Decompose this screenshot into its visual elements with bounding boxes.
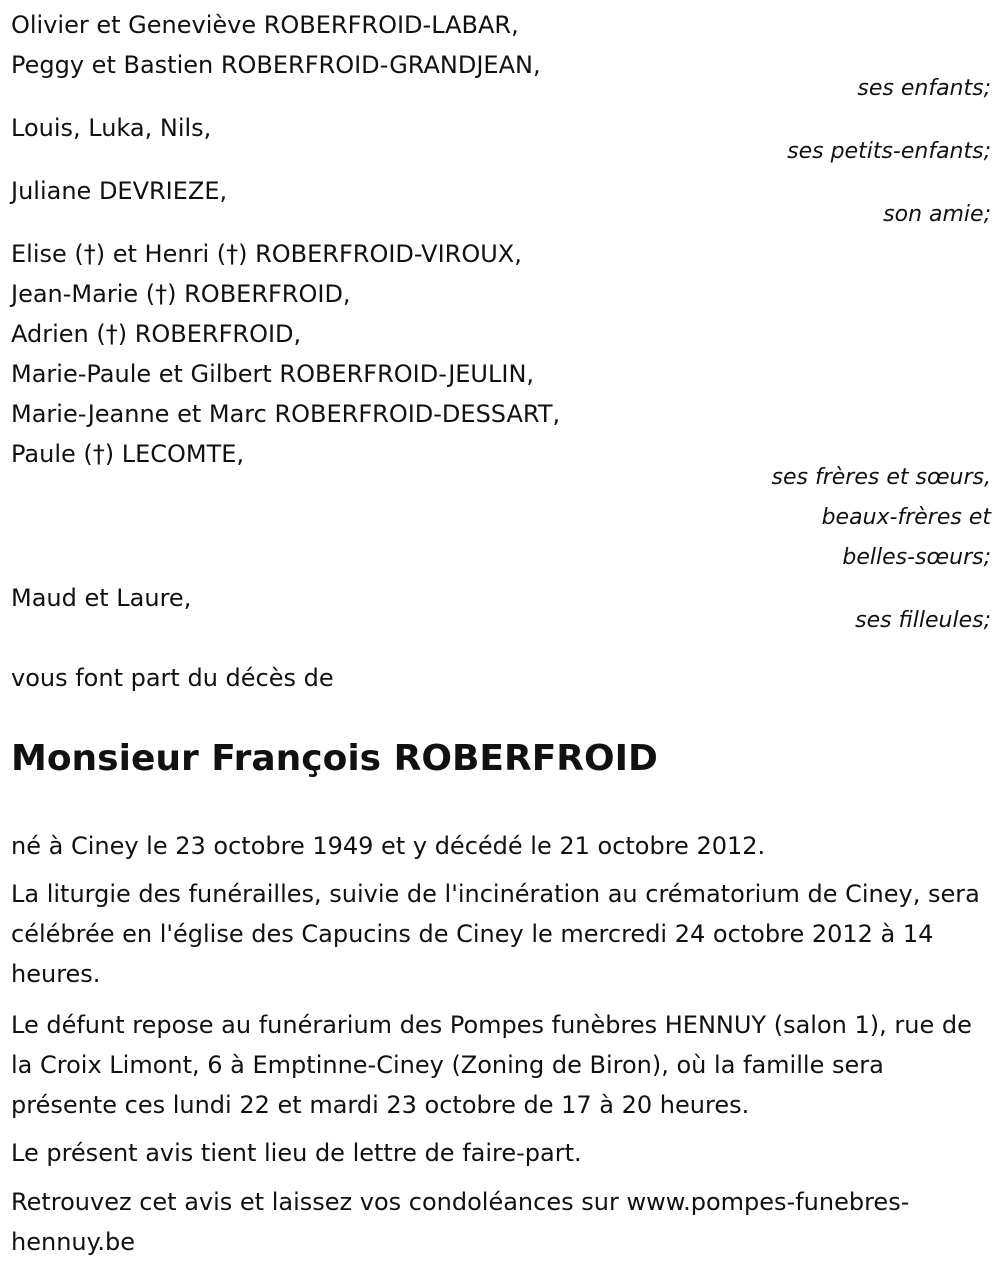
family-name-line: Juliane DEVRIEZE,: [11, 177, 228, 205]
family-name-line: Jean-Marie (†) ROBERFROID,: [11, 280, 351, 308]
relation-label-line: beaux-frères et: [821, 505, 991, 530]
relation-label-line: belles-sœurs;: [842, 545, 991, 570]
family-name-line: Adrien (†) ROBERFROID,: [11, 320, 302, 348]
relation-label-grandchildren: ses petits-enfants;: [787, 139, 991, 164]
family-name-line: Maud et Laure,: [11, 584, 192, 612]
birth-death-paragraph: né à Ciney le 23 octobre 1949 et y décédé le 21 octobre 2012.: [11, 832, 766, 860]
family-group-siblings: [11, 234, 991, 474]
family-name-line: Marie-Paule et Gilbert ROBERFROID-JEULIN,: [11, 360, 535, 388]
relation-label-children: ses enfants;: [857, 76, 991, 101]
funeral-paragraph: La liturgie des funérailles, suivie de l'incinération au crématorium de Ciney, sera célébrée en l'église des Capucins de Ciney le mercredi 24 octobre 2012 à 14 heures.: [11, 880, 980, 988]
announcement-text: vous font part du décès de: [11, 664, 334, 692]
family-name-line: Marie-Jeanne et Marc ROBERFROID-DESSART,: [11, 400, 561, 428]
relation-label-line: ses frères et sœurs,: [771, 465, 991, 490]
family-name-line: Louis, Luka, Nils,: [11, 114, 212, 142]
condolences-paragraph: Retrouvez cet avis et laissez vos condoléances sur www.pompes-funebres-hennuy.be: [11, 1188, 910, 1256]
relation-label-friend: son amie;: [883, 202, 991, 227]
relation-label-goddaughters: ses filleules;: [855, 608, 991, 633]
notice-paragraph: Le présent avis tient lieu de lettre de faire-part.: [11, 1139, 582, 1167]
family-name-line: Elise (†) et Henri (†) ROBERFROID-VIROUX,: [11, 240, 522, 268]
relation-label-siblings: [11, 458, 991, 578]
family-name-line: Paule (†) LECOMTE,: [11, 440, 245, 468]
deceased-name: Monsieur François ROBERFROID: [11, 738, 658, 779]
family-name-line: Olivier et Geneviève ROBERFROID-LABAR,: [11, 11, 519, 39]
family-name-line: Peggy et Bastien ROBERFROID-GRANDJEAN,: [11, 51, 541, 79]
viewing-paragraph: Le défunt repose au funérarium des Pompes funèbres HENNUY (salon 1), rue de la Croix Limont, 6 à Emptinne-Ciney (Zoning de Biron), où la famille sera présente ces lundi 22 et mardi 23 octobre de 17 à 20 heures.: [11, 1011, 972, 1119]
